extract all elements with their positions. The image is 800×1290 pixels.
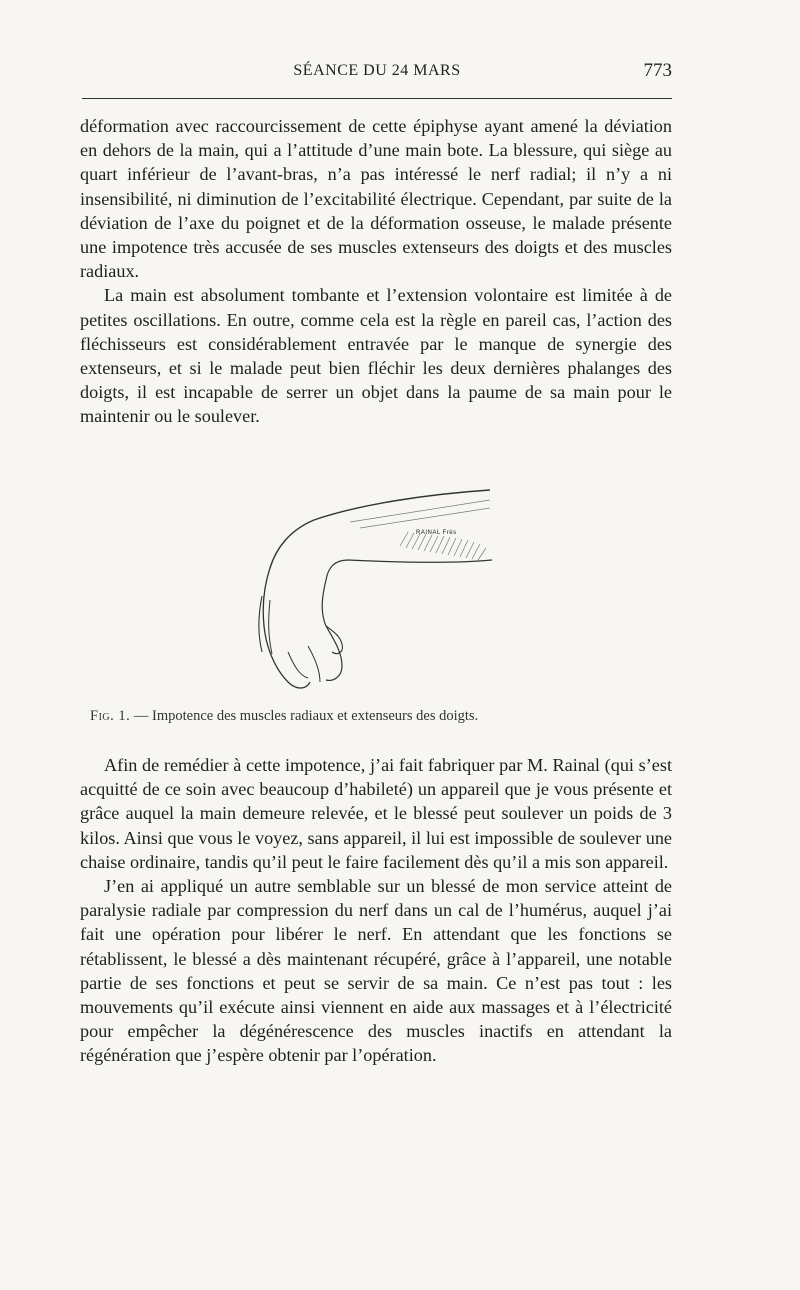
header-rule — [82, 98, 672, 99]
body-text-before-figure — [80, 114, 672, 429]
page-number: 773 — [643, 60, 672, 81]
running-head — [82, 58, 672, 88]
drooping-hand-drawing — [230, 476, 530, 716]
paragraph: La main est absolument tombante et l’extension volontaire est limitée à de petites oscillations. En outre, comme cela est la règle en pareil cas, l’action des fléchisseurs est considérablement entravée par le manque de synergie des extenseurs, et si le malade peut bien fléchir les deux dernières phalanges des doigts, il est incapable de serrer un objet dans la paume de sa main pour le maintenir ou le soulever. — [80, 285, 672, 427]
running-title: SÉANCE DU 24 MARS — [293, 62, 461, 79]
maker-mark: RAINAL Frès — [416, 530, 457, 536]
body-text-after-figure — [80, 753, 672, 1068]
caption-text: — Impotence des muscles radiaux et extenseurs des doigts. — [133, 708, 479, 724]
caption-number: Fig. 1. — [90, 708, 131, 724]
paragraph: J’en ai appliqué un autre semblable sur un blessé de mon service atteint de paralysie radiale par compression du nerf dans un cal de l’humérus, auquel j’ai fait une opération pour libérer le nerf. En attendant que les fonctions se rétablissent, le blessé a dès maintenant récupéré, grâce à l’appareil, une notable partie de ses fonctions et peut se servir de sa main. Ce n’est pas tout : les mouvements qu’il exécute ainsi viennent en aide aux massages et à l’électricité pour empêcher la dégénérescence des muscles inactifs en attendant la régénération que j’espère obtenir par l’opération. — [80, 876, 672, 1066]
paragraph: Afin de remédier à cette impotence, j’ai fait fabriquer par M. Rainal (qui s’est acquitté de ce soin avec beaucoup d’habileté) un appareil que je vous présente et grâce auquel la main demeure relevée, et le blessé peut soulever un poids de 3 kilos. Ainsi que vous le voyez, sans appareil, il lui est impossible de soulever une chaise ordinaire, tandis qu’il peut le faire facilement dès qu’il a mis son appareil. — [80, 755, 672, 872]
paragraph: déformation avec raccourcissement de cette épiphyse ayant amené la déviation en dehors de la main, qui a l’attitude d’une main bote. La blessure, qui siège au quart inférieur de l’avant-bras, n’a pas intéressé le nerf radial; il n’y a ni insensibilité, ni diminution de l’excitabilité électrique. Cependant, par suite de la déviation de l’axe du poignet et de la déformation osseuse, le malade présente une impotence très accusée de ses muscles extenseurs des doigts et des muscles radiaux. — [80, 116, 672, 282]
figure-hand-illustration — [230, 476, 530, 716]
figure-caption — [90, 708, 670, 725]
